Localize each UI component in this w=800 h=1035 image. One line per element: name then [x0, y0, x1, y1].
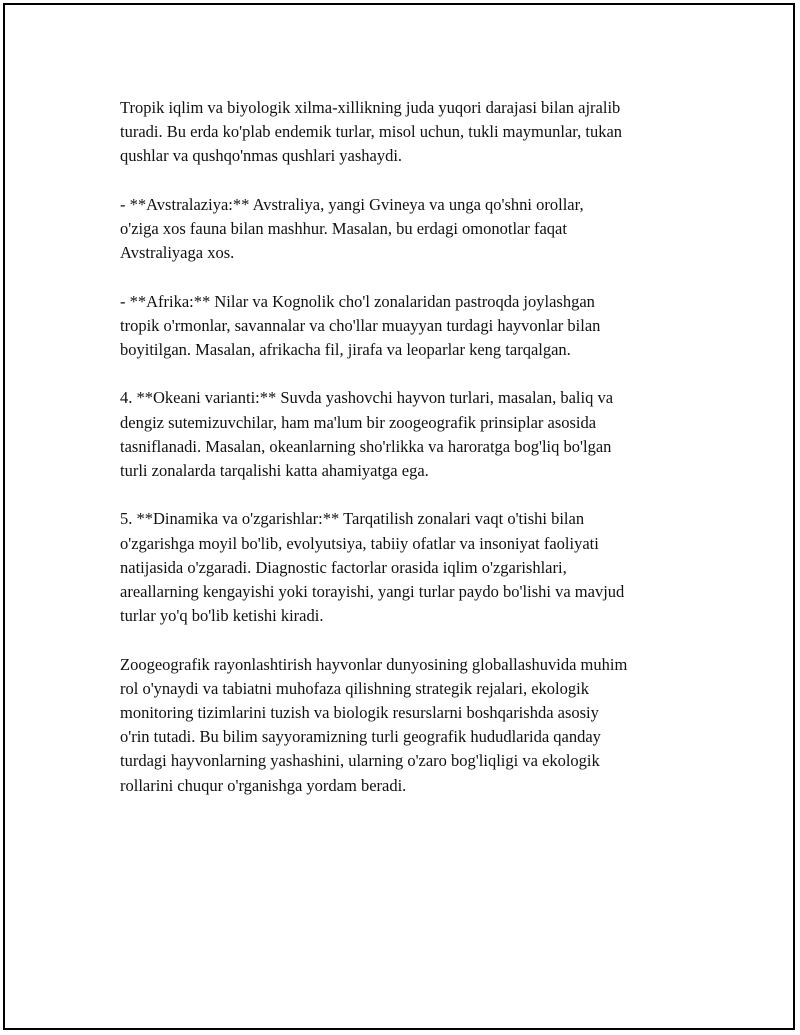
paragraph-tropical-intro: Tropik iqlim va biyologik xilma-xillikning juda yuqori darajasi bilan ajralib turadi. Bu erda ko'plab endemik turlar, misol uchun, tukli maymunlar, tukan qushlar va qushqo'nmas qushlari yashaydi. [120, 98, 623, 166]
paragraph-conclusion: Zoogeografik rayonlashtirish hayvonlar dunyosining globallashuvida muhim rol o'ynaydi va tabiatni muhofaza qilishning strategik rejalari, ekologik monitoring tizimlarini tuzish va biologik resurslarni boshqarishda asosiy o'rin tutadi. Bu bilim sayyoramizning turli geografik hududlarida qanday turdagi hayvonlarning yashashini, ularning o'zaro bog'liqligi va ekologik rollarini chuqur o'rganishga yordam beradi. [120, 654, 628, 795]
paragraph-dynamics: 5. **Dinamika va o'zgarishlar:** Tarqatilish zonalari vaqt o'tishi bilan o'zgarishga moyil bo'lib, evolyutsiya, tabiiy ofatlar va insoniyat faoliyati natijasida o'zgaradi. Diagnostic factorlar orasida iqlim o'zgarishlari, areallarning kengayishi yoki torayishi, yangi turlar paydo bo'lishi va mavjud turlar yo'q bo'lib ketishi kiradi. [120, 509, 625, 626]
page-frame [3, 3, 795, 1030]
paragraph-australasia: - **Avstralaziya:** Avstraliya, yangi Gvineya va unga qo'shni orollar, o'ziga xos fauna bilan mashhur. Masalan, bu erdagi omonotlar faqat Avstraliyaga xos. [120, 194, 584, 263]
paragraph-ocean-variant: 4. **Okeani varianti:** Suvda yashovchi hayvon turlari, masalan, baliq va dengiz sutemizuvchilar, ham ma'lum bir zoogeografik prinsiplar asosida tasniflanadi. Masalan, okeanlarning sho'rlikka va haroratga bog'liq bo'lgan turli zonalarda tarqalishi katta ahamiyatga ega. [120, 388, 614, 480]
document-body [120, 96, 700, 822]
paragraph-africa: - **Afrika:** Nilar va Kognolik cho'l zonalaridan pastroqda joylashgan tropik o'rmonlar, savannalar va cho'llar muayyan turdagi hayvonlar bilan boyitilgan. Masalan, afrikacha fil, jirafa va leoparlar keng tarqalgan. [120, 291, 601, 359]
